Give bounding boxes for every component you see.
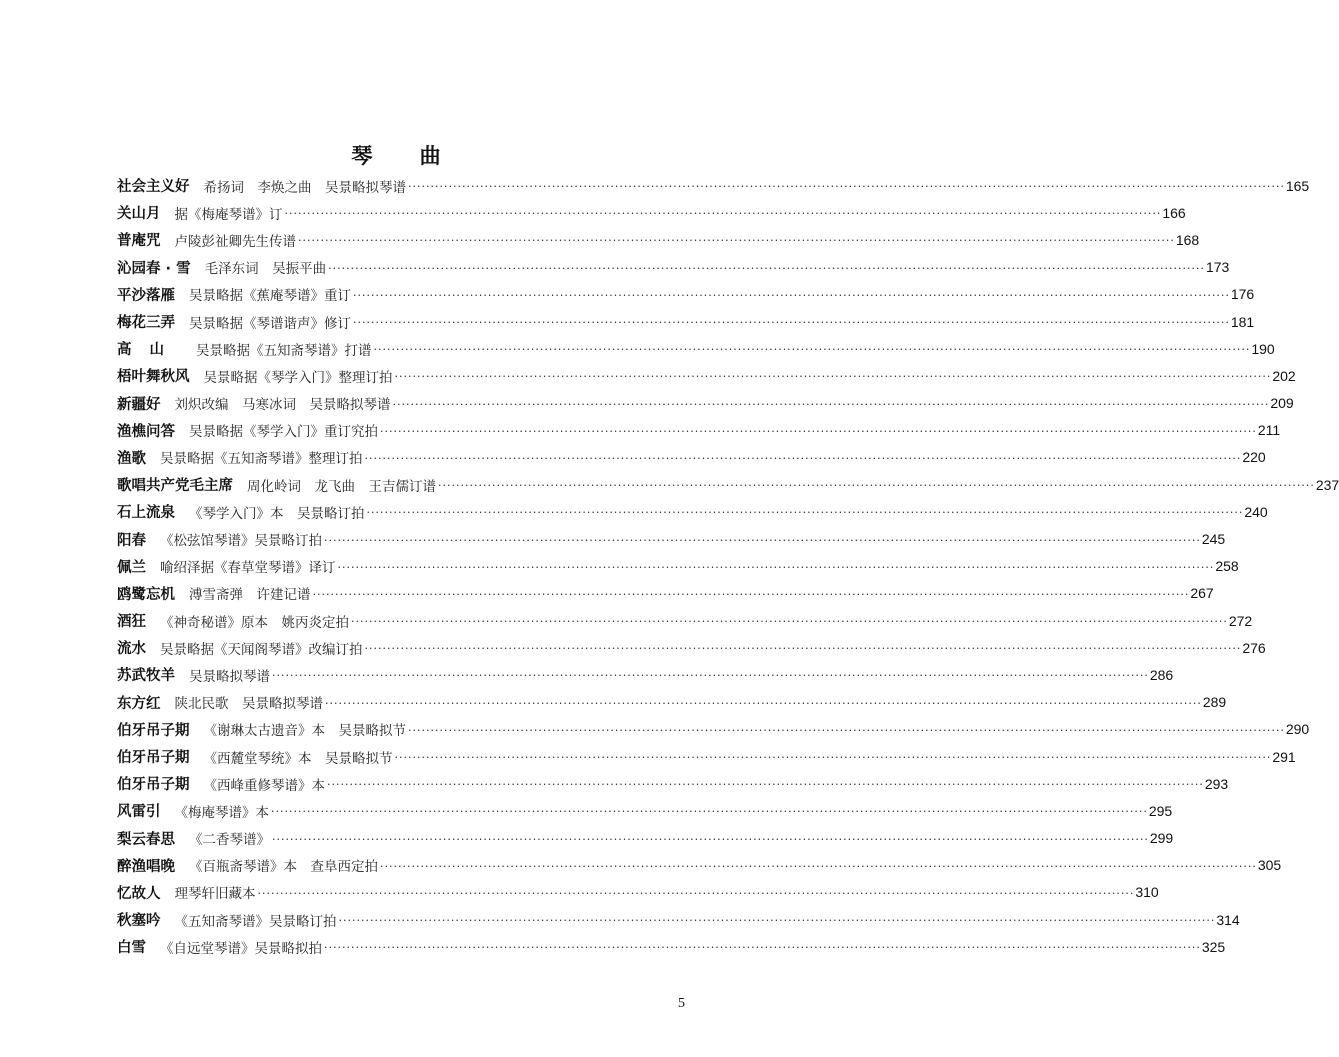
toc-entry-description: 毛泽东词 吴振平曲	[204, 261, 327, 278]
toc-entry-description: 吴景略拟琴谱	[189, 668, 270, 685]
toc-entry[interactable]	[117, 770, 1229, 797]
toc-entry[interactable]	[117, 172, 1310, 199]
toc-entry-title: 渔樵问答	[117, 423, 175, 440]
dot-leader	[327, 779, 1204, 790]
dot-leader	[438, 480, 1315, 491]
toc-entry-description: 《百瓶斋琴谱》本 查阜西定拍	[189, 859, 378, 876]
toc-entry-title: 平沙落雁	[117, 287, 175, 304]
toc-entry-page: 272	[1228, 612, 1253, 629]
toc-entry-page: 176	[1230, 286, 1255, 303]
dot-leader	[365, 643, 1242, 654]
toc-entry-page: 289	[1202, 694, 1227, 711]
toc-entry[interactable]	[117, 906, 1240, 933]
dot-leader	[271, 806, 1148, 817]
dot-leader	[353, 290, 1230, 301]
toc-entry-page: 291	[1272, 748, 1296, 765]
toc-entry-page: 295	[1148, 802, 1173, 819]
toc-entry-page: 325	[1201, 938, 1226, 955]
toc-entry[interactable]	[117, 226, 1200, 253]
toc-entry-title: 高山	[117, 342, 182, 359]
dot-leader	[338, 562, 1215, 573]
toc-entry-title: 梅花三弄	[117, 315, 175, 332]
toc-entry[interactable]	[117, 281, 1255, 308]
dot-leader	[395, 752, 1272, 763]
toc-entry-title: 社会主义好	[117, 179, 190, 196]
toc-entry-description: 《神奇秘谱》原本 姚丙炎定拍	[160, 614, 349, 631]
toc-entry-title: 梨云春思	[117, 831, 175, 848]
toc-entry[interactable]	[117, 417, 1281, 444]
dot-leader	[325, 698, 1202, 709]
toc-entry-title: 新疆好	[117, 396, 161, 413]
toc-entry-page: 314	[1216, 911, 1240, 928]
page-number: 5	[678, 996, 685, 1011]
toc-entry[interactable]	[117, 553, 1239, 580]
toc-entry[interactable]	[117, 444, 1266, 471]
toc-entry-description: 吴景略据《五知斋琴谱》整理订拍	[160, 451, 363, 468]
toc-entry-title: 梧叶舞秋风	[117, 369, 190, 386]
dot-leader	[272, 834, 1149, 845]
toc-entry-page: 202	[1272, 367, 1296, 384]
toc-entry-title: 白雪	[117, 940, 146, 957]
dot-leader	[408, 181, 1285, 192]
toc-entry[interactable]	[117, 335, 1275, 362]
toc-entry-description: 《梅庵琴谱》本	[174, 804, 269, 821]
toc-entry-title: 沁园春 · 雪	[117, 260, 191, 277]
toc-entry-description: 吴景略据《琴谱谐声》修订	[189, 315, 351, 332]
toc-entry-description: 刘炽改编 马寒冰词 吴景略拟琴谱	[174, 397, 391, 414]
toc-entry-title: 佩兰	[117, 559, 146, 576]
toc-entry[interactable]	[117, 525, 1226, 552]
toc-entry-page: 181	[1230, 313, 1255, 330]
toc-entry[interactable]	[117, 607, 1253, 634]
toc-entry-description: 陕北民歌 吴景略拟琴谱	[174, 696, 323, 713]
toc-entry-title: 石上流泉	[117, 505, 175, 522]
toc-entry-title: 伯牙吊子期	[117, 750, 190, 767]
toc-entry[interactable]	[117, 689, 1227, 716]
toc-entry-page: 245	[1201, 531, 1226, 548]
toc-entry-title: 秋塞吟	[117, 913, 161, 930]
toc-entry-description: 《松弦馆琴谱》吴景略订拍	[160, 533, 322, 550]
toc-entry-description: 吴景略据《琴学入门》整理订拍	[203, 369, 393, 386]
toc-entry-page: 220	[1242, 449, 1266, 466]
toc-entry-description: 吴景略据《琴学入门》重订究拍	[189, 424, 378, 441]
toc-entry[interactable]	[117, 580, 1214, 607]
toc-entry-description: 溥雪斋弹 许建记谱	[189, 587, 311, 604]
toc-entry-page: 267	[1190, 585, 1214, 602]
toc-entry-description: 据《梅庵琴谱》订	[174, 206, 283, 223]
dot-leader	[395, 371, 1272, 382]
toc-entry-description: 《谢琳太古遗音》本 吴景略拟节	[203, 723, 406, 740]
toc-entry-title: 阳春	[117, 532, 146, 549]
dot-leader	[393, 399, 1270, 410]
toc-entry-title: 普庵咒	[117, 233, 161, 250]
toc-entry-description: 《西峰重修琴谱》本	[203, 777, 325, 794]
toc-entry[interactable]	[117, 852, 1282, 879]
toc-entry-page: 165	[1285, 177, 1310, 194]
toc-entry-page: 190	[1251, 340, 1275, 357]
toc-entry-page: 299	[1149, 830, 1174, 847]
toc-entry-description: 理琴轩旧藏本	[174, 886, 256, 903]
toc-entry[interactable]	[117, 634, 1266, 661]
toc-entry-title: 伯牙吊子期	[117, 722, 190, 739]
toc-entry[interactable]	[117, 933, 1226, 960]
toc-entry[interactable]	[117, 199, 1186, 226]
toc-entry-description: 《自远堂琴谱》吴景略拟拍	[160, 940, 322, 957]
toc-entry[interactable]	[117, 825, 1174, 852]
toc-entry[interactable]	[117, 743, 1296, 770]
toc-entry-description: 喻绍泽据《春草堂琴谱》译订	[160, 560, 336, 577]
dot-leader	[324, 942, 1201, 953]
toc-entry-title: 关山月	[117, 206, 161, 223]
toc-entry-page: 310	[1135, 884, 1159, 901]
dot-leader	[339, 915, 1216, 926]
toc-entry-title: 渔歌	[117, 450, 146, 467]
toc-entry-title: 流水	[117, 641, 146, 658]
toc-entry-description: 吴景略据《五知斋琴谱》打谱	[196, 342, 372, 359]
toc-entry-description: 吴景略据《蕉庵琴谱》重订	[189, 288, 351, 305]
toc-entry-page: 290	[1285, 721, 1310, 738]
toc-entry-description: 周化岭词 龙飞曲 王吉儒订谱	[247, 478, 436, 495]
toc-entry[interactable]	[117, 390, 1294, 417]
toc-entry[interactable]	[117, 308, 1255, 335]
toc-entry-title: 忆故人	[117, 885, 161, 902]
toc-entry[interactable]	[117, 471, 1339, 498]
dot-leader	[367, 507, 1244, 518]
toc-entry-description: 《二香琴谱》	[189, 832, 270, 849]
toc-entry-page: 276	[1242, 639, 1266, 656]
toc-entry[interactable]	[117, 661, 1174, 688]
toc-entry-page: 240	[1244, 503, 1268, 520]
toc-entry-title: 歌唱共产党毛主席	[117, 478, 233, 495]
toc-entry-page: 305	[1257, 857, 1282, 874]
dot-leader	[380, 426, 1257, 437]
dot-leader	[272, 670, 1149, 681]
toc-entry-title: 酒狂	[117, 614, 146, 631]
toc-entry-title: 伯牙吊子期	[117, 777, 190, 794]
toc-entry-description: 《西麓堂琴统》本 吴景略拟节	[203, 750, 393, 767]
dot-leader	[324, 535, 1201, 546]
toc-entry[interactable]	[117, 716, 1310, 743]
toc-entry-page: 258	[1215, 558, 1239, 575]
toc-entry-page: 211	[1257, 422, 1281, 439]
toc-entry-description: 希扬词 李焕之曲 吴景略拟琴谱	[203, 179, 406, 196]
dot-leader	[351, 616, 1228, 627]
dot-leader	[285, 208, 1162, 219]
toc-entry[interactable]	[117, 879, 1159, 906]
toc-entry[interactable]	[117, 797, 1173, 824]
toc-entry-title: 风雷引	[117, 804, 161, 821]
dot-leader	[365, 453, 1242, 464]
toc-entry-page: 168	[1175, 231, 1200, 248]
toc-entry-description: 吴景略据《天闻阁琴谱》改编订拍	[160, 641, 363, 658]
toc-entry-title: 醉渔唱晚	[117, 858, 175, 875]
section-title: 琴 曲	[351, 143, 461, 168]
toc-entry-description: 《五知斋琴谱》吴景略订拍	[174, 913, 337, 930]
toc-entry[interactable]	[117, 254, 1230, 281]
toc-entry-page: 173	[1205, 259, 1230, 276]
toc-entry-description: 卢陵彭祉卿先生传谱	[174, 233, 296, 250]
toc-entry-page: 286	[1149, 666, 1174, 683]
dot-leader	[374, 344, 1251, 355]
toc-entry-page: 237	[1315, 476, 1339, 493]
table-of-contents	[117, 172, 1339, 960]
toc-entry-page: 293	[1204, 775, 1229, 792]
toc-entry-title: 东方红	[117, 695, 161, 712]
dot-leader	[353, 317, 1230, 328]
toc-entry-page: 166	[1162, 204, 1186, 221]
dot-leader	[298, 235, 1175, 246]
toc-entry[interactable]	[117, 362, 1296, 389]
toc-entry-title: 苏武牧羊	[117, 668, 175, 685]
toc-entry-title: 鸥鹭忘机	[117, 586, 175, 603]
dot-leader	[258, 888, 1135, 899]
dot-leader	[408, 725, 1285, 736]
dot-leader	[328, 263, 1205, 274]
toc-entry-page: 209	[1270, 395, 1294, 412]
toc-entry[interactable]	[117, 498, 1268, 525]
dot-leader	[380, 861, 1257, 872]
toc-entry-description: 《琴学入门》本 吴景略订拍	[189, 505, 365, 522]
dot-leader	[313, 589, 1190, 600]
